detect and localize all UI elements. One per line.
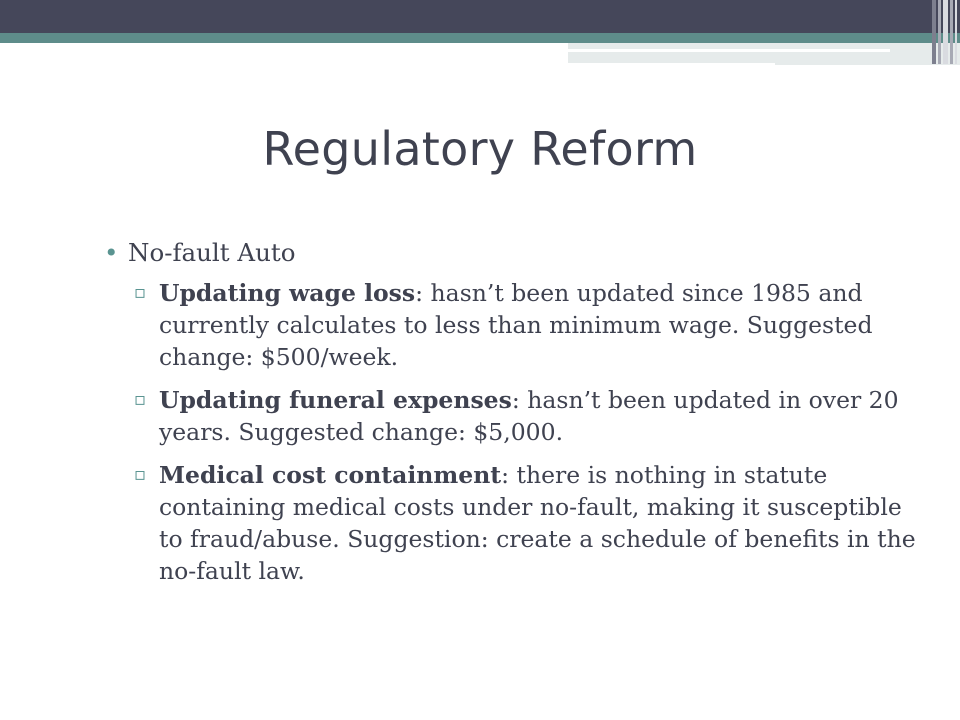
- header-teal-band: [0, 33, 960, 43]
- header-vertical-stripe: [932, 0, 936, 64]
- sub-bullet-heading: Updating wage loss: [159, 279, 416, 307]
- sub-bullet-text: : hasn’t been updated in over 20 years. Suggested change: $5,000.: [159, 386, 899, 446]
- bullet-dot-icon: •: [104, 238, 119, 267]
- square-bullet-icon: ▫: [134, 282, 147, 303]
- slide-title: Regulatory Reform: [262, 122, 698, 176]
- header-white-line: [568, 49, 890, 52]
- sub-bullet: [134, 277, 924, 373]
- sub-bullet-text: : hasn’t been updated since 1985 and currently calculates to less than minimum wage. Suggested change: $500/week.: [159, 279, 873, 371]
- slide-body: [104, 236, 924, 598]
- header-vertical-stripe: [950, 0, 953, 64]
- sub-bullet-text: : there is nothing in statute containing medical costs under no-fault, making it susceptible to fraud/abuse. Suggestion: create a schedule of benefits in the no-fault law.: [159, 461, 916, 585]
- sub-bullet: [134, 384, 924, 448]
- header-vertical-stripe: [938, 0, 941, 64]
- bullet-level1: [104, 236, 924, 269]
- header-dark-band: [0, 0, 960, 33]
- sub-bullet-heading: Medical cost containment: [159, 461, 502, 489]
- square-bullet-icon: ▫: [134, 464, 147, 485]
- header-light-band: [568, 43, 960, 63]
- header-vertical-stripe: [955, 0, 957, 64]
- sub-bullet-heading: Updating funeral expenses: [159, 386, 512, 414]
- sub-bullet: [134, 459, 924, 587]
- bullet-main-text: No-fault Auto: [128, 238, 296, 267]
- header-vertical-stripe: [943, 0, 948, 64]
- square-bullet-icon: ▫: [134, 389, 147, 410]
